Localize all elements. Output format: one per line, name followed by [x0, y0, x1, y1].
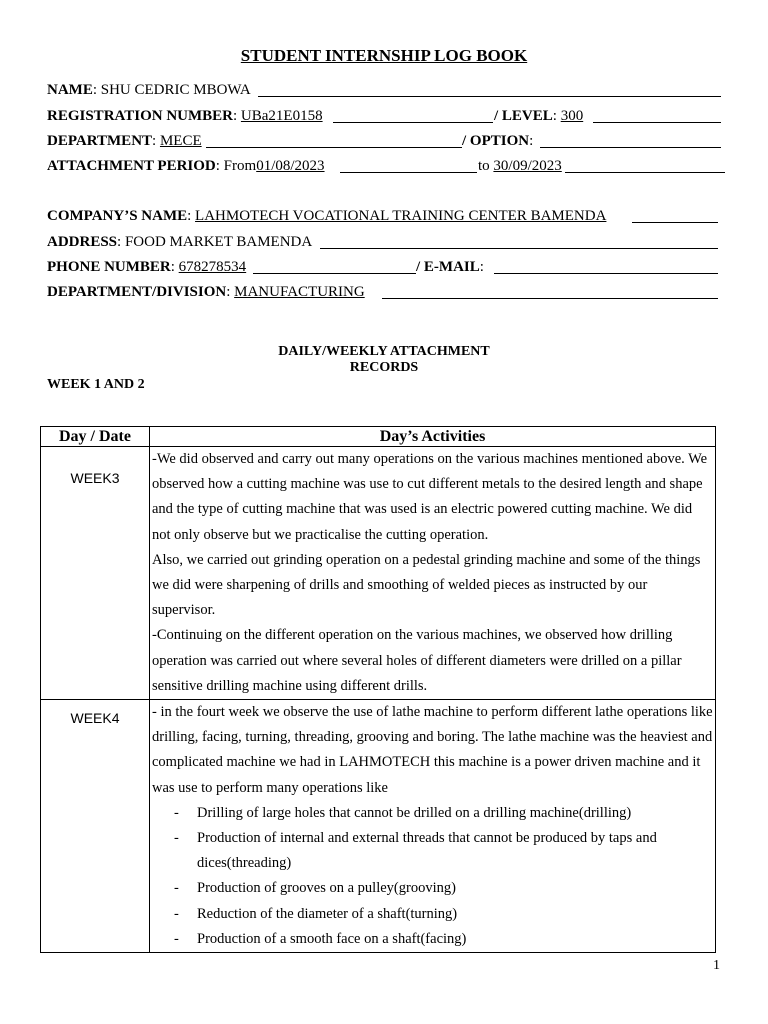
operations-list: [152, 801, 713, 952]
name-field: [47, 80, 251, 100]
table-row: [41, 700, 716, 953]
name-label: NAME: [47, 82, 93, 98]
date-cell: [41, 447, 150, 700]
activity-paragraph: -Continuing on the different operation on the various machines, we observed how drilling operation was carried out where several holes of different diameters were drilled on a pillar sensitive drilling machine using different drills.: [152, 627, 682, 694]
activities-cell: [150, 447, 716, 700]
address-underline: [320, 248, 718, 249]
phone-field: PHONE NUMBER: 678278534: [47, 259, 247, 275]
attachment-period-field: [47, 156, 325, 176]
level-label: / LEVEL: [494, 108, 553, 124]
bullet-dash: -: [174, 880, 179, 897]
list-item: [152, 801, 713, 826]
address-field: [47, 232, 312, 252]
records-heading-line2: RECORDS: [349, 360, 419, 375]
bullet-dash: -: [174, 804, 179, 821]
department-label: DEPARTMENT: [47, 133, 153, 149]
division-label: DEPARTMENT/DIVISION: [47, 284, 227, 300]
period-to-field: [478, 156, 562, 176]
bullet-dash: -: [174, 930, 179, 947]
division-underline: [382, 298, 718, 299]
company-field: COMPANY’S NAME: LAHMOTECH VOCATIONAL TRAINING CENTER BAMENDA: [47, 208, 607, 224]
registration-field: REGISTRATION NUMBER: UBa21E0158: [47, 108, 323, 124]
level-value: 300: [560, 108, 584, 124]
column-header-date: Day / Date: [41, 427, 150, 447]
list-item: [152, 927, 713, 952]
registration-underline: [333, 122, 493, 123]
option-underline: [540, 147, 721, 148]
option-field: / OPTION:: [462, 133, 534, 149]
address-label: ADDRESS: [47, 234, 118, 250]
period-to-text: to: [478, 158, 490, 174]
column-header-activities: Day’s Activities: [150, 427, 716, 447]
week-heading: WEEK 1 AND 2: [47, 377, 145, 392]
activity-log-table: [40, 426, 716, 953]
registration-label: REGISTRATION NUMBER: [47, 108, 233, 124]
level-field: / LEVEL: 300: [494, 108, 584, 124]
division-value: MANUFACTURING: [234, 284, 365, 300]
division-field: DEPARTMENT/DIVISION: MANUFACTURING: [47, 284, 365, 300]
table-row: [41, 447, 716, 700]
week-label: WEEK3: [70, 470, 120, 487]
table-header-row: [41, 427, 716, 447]
period-to-value: 30/09/2023: [493, 158, 562, 174]
list-item-text: Reduction of the diameter of a shaft(turning): [197, 905, 458, 922]
period-from-value: 01/08/2023: [256, 158, 325, 174]
list-item-text: Drilling of large holes that cannot be drilled on a drilling machine(drilling): [197, 804, 632, 821]
list-item-text: Production of a smooth face on a shaft(facing): [197, 930, 467, 947]
option-label: / OPTION: [462, 133, 530, 149]
activities-cell: [150, 700, 716, 953]
level-underline: [593, 122, 721, 123]
phone-label: PHONE NUMBER: [47, 259, 171, 275]
date-cell: [41, 700, 150, 953]
page-number: 1: [713, 958, 720, 973]
phone-underline: [253, 273, 416, 274]
records-heading-line1: DAILY/WEEKLY ATTACHMENT: [278, 344, 490, 359]
list-item: [152, 902, 713, 927]
bullet-dash: -: [174, 830, 179, 847]
department-underline: [206, 147, 462, 148]
records-heading: [0, 344, 768, 376]
list-item: [152, 826, 713, 876]
department-value: MECE: [159, 133, 202, 149]
period-from-underline: [340, 172, 477, 173]
activity-paragraph: Also, we carried out grinding operation on a pedestal grinding machine and some of the things we did were sharpening of drills and smoothing of welded pieces as instructed by our supervisor.: [152, 551, 701, 619]
document-title: STUDENT INTERNSHIP LOG BOOK: [240, 46, 528, 65]
list-item-text: Production of internal and external threads that cannot be produced by taps and dices(threading): [197, 830, 657, 872]
name-value: : SHU CEDRIC MBOWA: [92, 82, 251, 98]
phone-value: 678278534: [178, 259, 247, 275]
activity-paragraph: - in the fourt week we observe the use of lathe machine to perform different lathe operations like drilling, facing, turning, threading, grooving and boring. The lathe machine was the heaviest and complicated machine we had in LAHMOTECH this machine is a power driven machine and it was use to perform many operations like: [152, 704, 713, 796]
list-item-text: Production of grooves on a pulley(grooving): [197, 880, 456, 897]
period-from-text: : From: [215, 158, 257, 174]
bullet-dash: -: [174, 905, 179, 922]
company-value: LAHMOTECH VOCATIONAL TRAINING CENTER BAMENDA: [195, 208, 607, 224]
address-value: : FOOD MARKET BAMENDA: [117, 234, 313, 250]
activity-paragraph: -We did observed and carry out many operations on the various machines mentioned above. We observed how a cutting machine was use to cut different metals to the desired length and shape and the type of cutting machine that was used is an electric powered cutting machine. We did not only observe but we practicalise the cutting operation.: [152, 451, 708, 543]
department-field: DEPARTMENT: MECE: [47, 133, 202, 149]
company-label: COMPANY’S NAME: [47, 208, 188, 224]
week-label: WEEK4: [70, 710, 120, 727]
attachment-period-label: ATTACHMENT PERIOD: [47, 158, 216, 174]
email-underline: [494, 273, 718, 274]
period-to-underline: [565, 172, 725, 173]
name-underline: [258, 96, 721, 97]
email-field: / E-MAIL:: [416, 259, 484, 275]
registration-value: UBa21E0158: [240, 108, 323, 124]
company-underline: [632, 222, 718, 223]
email-label: / E-MAIL: [416, 259, 480, 275]
list-item: [152, 876, 713, 901]
